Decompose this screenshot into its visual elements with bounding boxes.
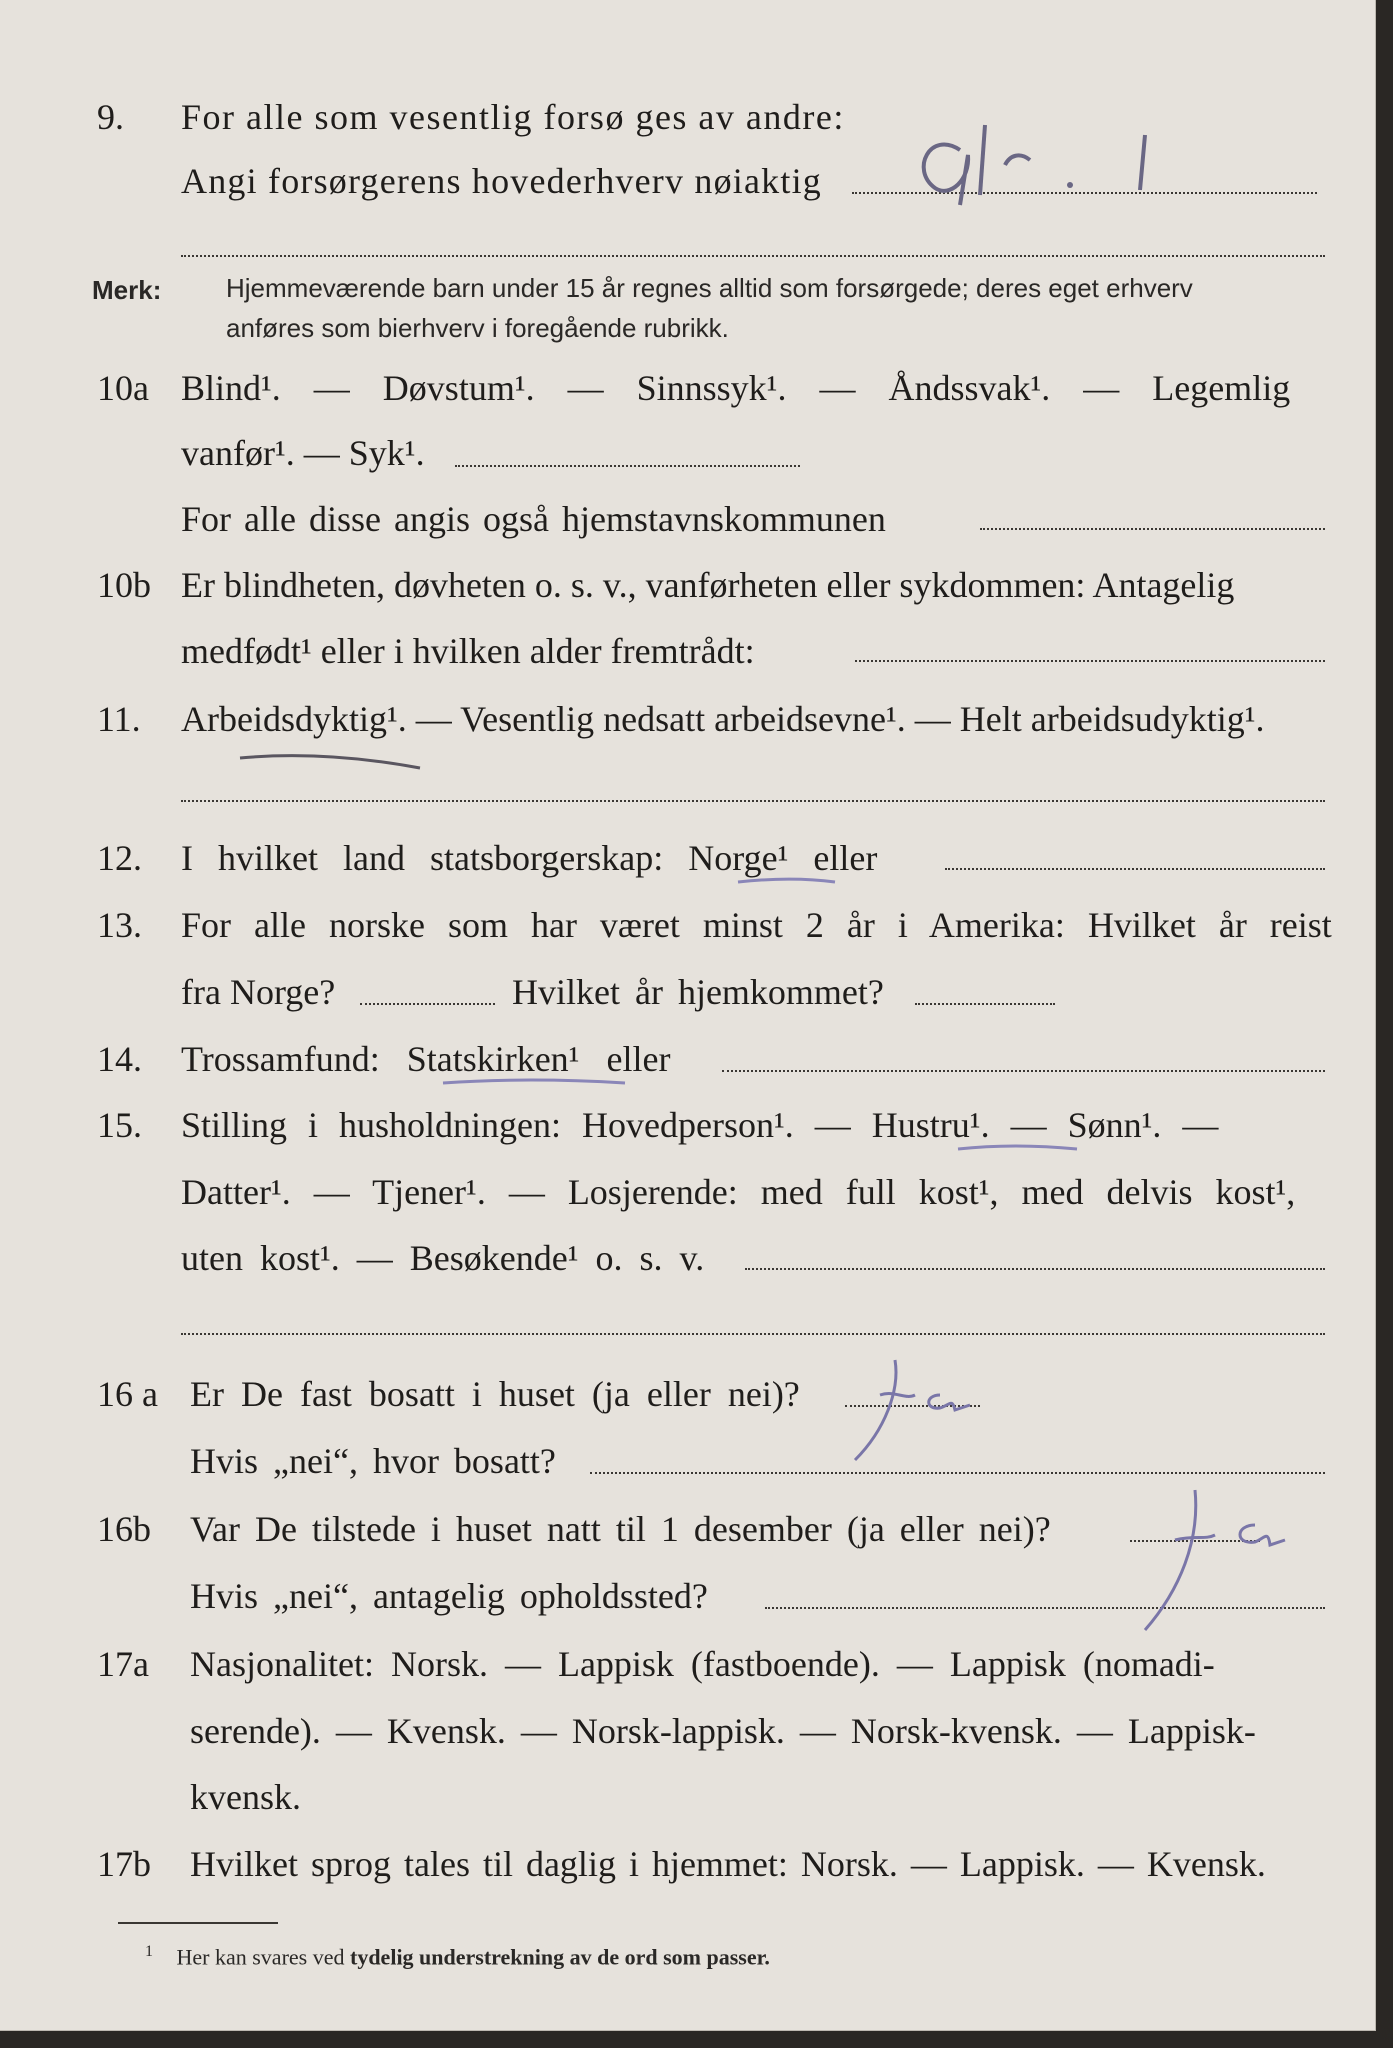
q14-answer-line [722,1070,1325,1072]
q10a-kommune-line [980,528,1325,530]
q15-line2: Datter¹. — Tjener¹. — Losjerende: med full kost¹, med delvis kost¹, [181,1172,1296,1212]
q9-line2: Angi forsørgerens hovederhverv nøiaktig [181,161,822,201]
q14-line1: Trossamfund: Statskirken¹ eller [181,1039,671,1079]
footnote [145,1943,770,1970]
note-line2: anføres som bierhverv i foregående rubrikk. [226,313,729,343]
q12-answer-line [945,868,1325,870]
q10a-line3: For alle disse angis også hjemstavnskommunen [181,499,886,539]
q11-rule [181,800,1325,802]
underline-hustru [955,1139,1085,1159]
q17b-line1: Hvilket sprog tales til daglig i hjemmet: Norsk. — Lappisk. — Kvensk. [190,1844,1266,1884]
q13-line2a: fra Norge? [181,972,336,1012]
question-number-17a: 17a [97,1644,149,1684]
q10b-answer-line [855,660,1325,662]
handwritten-answer-q9 [900,110,1220,210]
q10a-line1: Blind¹. — Døvstum¹. — Sinnssyk¹. — Åndssvak¹. — Legemlig [181,368,1291,408]
q10b-line2: medfødt¹ eller i hvilken alder fremtrådt: [181,631,755,671]
note-line1: Hjemmeværende barn under 15 år regnes alltid som forsørgede; deres eget erhverv [226,273,1193,303]
question-number-13: 13. [97,905,142,945]
question-number-9: 9. [97,97,124,137]
handwritten-answer-q16b [1120,1480,1300,1640]
question-number-16b: 16b [97,1509,151,1549]
q16b-line2: Hvis „nei“, antagelig opholdssted? [190,1576,708,1616]
q16b-line1: Var De tilstede i huset natt til 1 desember (ja eller nei)? [190,1509,1051,1549]
note-label: Merk: [92,275,162,305]
underline-norge [735,872,845,892]
footnote-separator [118,1922,278,1924]
q13-line1: For alle norske som har været minst 2 år i Amerika: Hvilket år reist [181,905,1332,945]
question-number-16a: 16 a [97,1374,158,1414]
q16a-bosatt-line [590,1472,1325,1474]
q16a-line2: Hvis „nei“, hvor bosatt? [190,1441,556,1481]
q15-line3: uten kost¹. — Besøkende¹ o. s. v. [181,1238,705,1278]
q15-rule [181,1333,1325,1335]
q12-line1: I hvilket land statsborgerskap: Norge¹ eller [181,838,878,878]
q13-line2b: Hvilket år hjemkommet? [512,972,884,1012]
q16a-line1: Er De fast bosatt i huset (ja eller nei)? [190,1374,800,1414]
q10a-answer-line [455,465,800,467]
footnote-text-plain: Her kan svares ved [176,1944,350,1970]
question-number-11: 11. [97,699,141,739]
q10b-line1: Er blindheten, døvheten o. s. v., vanførheten eller sykdommen: Antagelig [181,565,1235,605]
q15-answer-line [745,1268,1325,1270]
q17a-line1: Nasjonalitet: Norsk. — Lappisk (fastboende). — Lappisk (nomadi- [190,1644,1215,1684]
q9-line1: For alle som vesentlig forsø ges av andre: [181,97,845,137]
underline-statskirken [440,1073,630,1093]
q9-rule [181,255,1325,257]
q13-hjemkommet-line [915,1003,1055,1005]
question-number-10b: 10b [97,565,151,605]
q17a-line2: serende). — Kvensk. — Norsk-lappisk. — Norsk-kvensk. — Lappisk- [190,1711,1256,1751]
underline-arbeidsdyktig [235,748,435,778]
question-number-12: 12. [97,838,142,878]
footnote-mark: 1 [145,1943,153,1960]
question-number-15: 15. [97,1105,142,1145]
q17a-line3: kvensk. [190,1777,301,1817]
handwritten-answer-q16a [840,1350,1000,1470]
question-number-17b: 17b [97,1844,151,1884]
q15-line1: Stilling i husholdningen: Hovedperson¹. — Hustru¹. — Sønn¹. — [181,1105,1219,1145]
question-number-10a: 10a [97,368,149,408]
question-number-14: 14. [97,1039,142,1079]
q11-line1: Arbeidsdyktig¹. — Vesentlig nedsatt arbeidsevne¹. — Helt arbeidsudyktig¹. [181,699,1265,739]
footnote-text-bold: tydelig understrekning av de ord som passer. [350,1944,770,1970]
q10a-line2: vanfør¹. — Syk¹. [181,433,425,473]
q13-reist-line [360,1003,495,1005]
